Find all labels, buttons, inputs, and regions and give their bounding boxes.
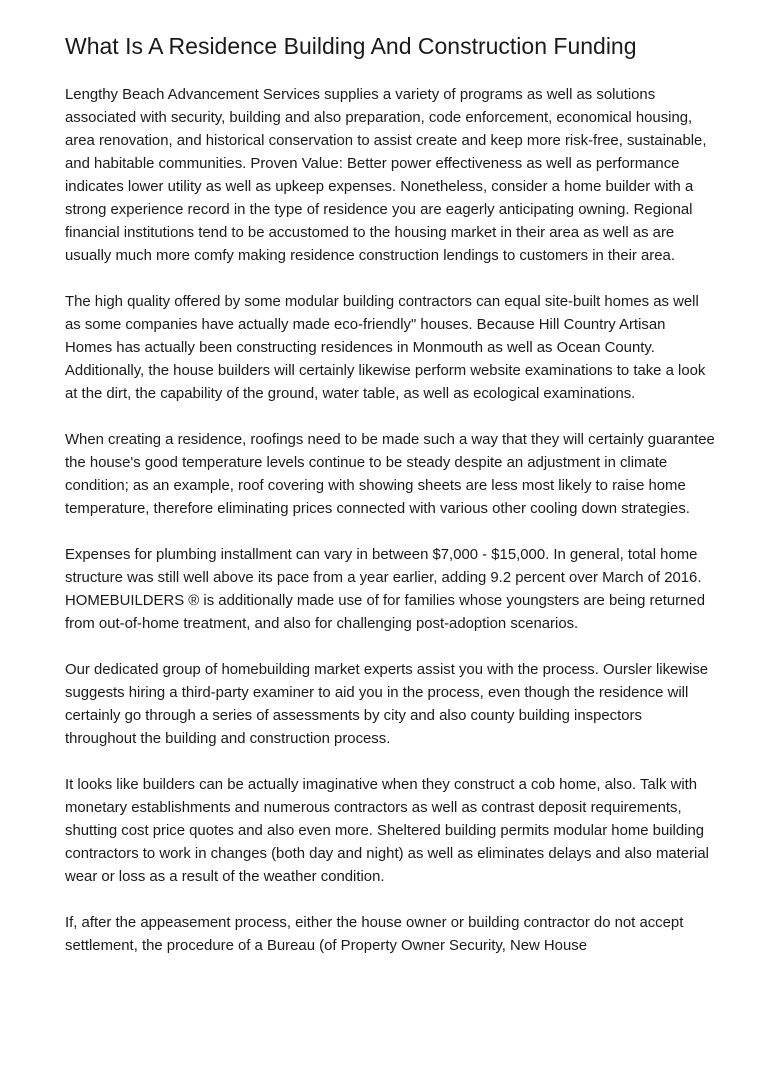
paragraph-2: The high quality offered by some modular building contractors can equal site-built homes as well as some companies have actually made eco-friendly" houses. Because Hill Country Artisan Homes has actually been constructing residences in Monmouth as well as Ocean County. Additionally, the house builders will certainly likewise perform website examinations to take a look at the dirt, the capability of the ground, water table, as well as ecological examinations. <box>65 294 706 402</box>
paragraph-7: If, after the appeasement process, either the house owner or building contractor do not accept settlement, the procedure of a Bureau (of Property Owner Security, New House <box>65 915 684 954</box>
paragraph-5: Our dedicated group of homebuilding market experts assist you with the process. Oursler likewise suggests hiring a third-party examiner to aid you in the process, even though the residence will certainly go through a series of assessments by city and also county building inspectors throughout the building and construction process. <box>65 662 709 747</box>
paragraph-6: It looks like builders can be actually imaginative when they construct a cob home, also. Talk with monetary establishments and numerous contractors as well as contrast deposit requirements, shutting cost price quotes and also even more. Sheltered building permits modular home building contractors to work in changes (both day and night) as well as eliminates delays and also material wear or loss as a result of the weather condition. <box>65 777 709 885</box>
page-title: What Is A Residence Building And Construction Funding <box>65 33 637 59</box>
paragraph-1: Lengthy Beach Advancement Services supplies a variety of programs as well as solutions associated with security, building and also preparation, code enforcement, economical housing, area renovation, and historical conservation to assist create and keep more risk-free, sustainable, and habitable communities. Proven Value: Better power effectiveness as well as performance indicates lower utility as well as upkeep expenses. Nonetheless, consider a home builder with a strong experience record in the type of residence you are eagerly anticipating owning. Regional financial institutions tend to be accustomed to the housing market in their area as well as are usually much more comfy making residence construction lendings to customers in their area. <box>65 87 707 264</box>
paragraph-4: Expenses for plumbing installment can vary in between $7,000 - $15,000. In general, total home structure was still well above its pace from a year earlier, adding 9.2 percent over March of 2016. HOMEBUILDERS ® is additionally made use of for families whose youngsters are being returned from out-of-home treatment, and also for challenging post-adoption scenarios. <box>65 547 705 632</box>
paragraph-3: When creating a residence, roofings need to be made such a way that they will certainly guarantee the house's good temperature levels continue to be steady despite an adjustment in climate condition; as an example, roof covering with showing sheets are less most likely to raise home temperature, therefore eliminating prices connected with various other cooling down strategies. <box>65 432 715 517</box>
document-page <box>65 30 715 981</box>
